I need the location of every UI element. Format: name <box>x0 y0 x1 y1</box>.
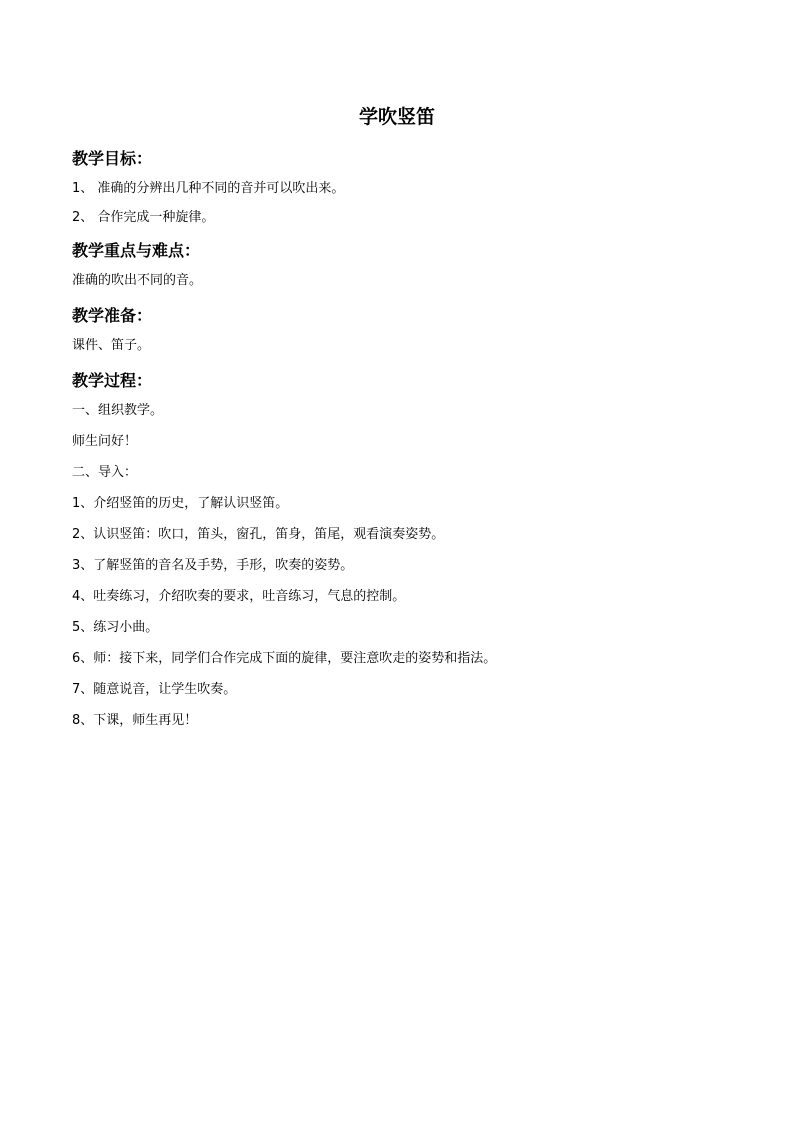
process-item: 8、下课，师生再见！ <box>72 713 198 728</box>
objective-item: 1、 准确的分辨出几种不同的音并可以吹出来。 <box>72 181 345 196</box>
key-points-text: 准确的吹出不同的音。 <box>72 273 203 288</box>
process-item: 3、了解竖笛的音名及手势，手形，吹奏的姿势。 <box>72 558 354 573</box>
process-item: 师生问好！ <box>72 434 138 449</box>
preparation-text: 课件、笛子。 <box>72 338 151 353</box>
section-heading-objectives: 教学目标： <box>72 149 153 168</box>
document-body <box>72 148 722 743</box>
process-item: 2、认识竖笛：吹口，笛头，窗孔，笛身，笛尾，观看演奏姿势。 <box>72 527 445 542</box>
process-item: 6、师：接下来，同学们合作完成下面的旋律，要注意吹走的姿势和指法。 <box>72 651 497 666</box>
section-heading-key-points: 教学重点与难点： <box>72 241 201 260</box>
process-item: 二、导入： <box>72 465 138 480</box>
process-item: 一、组织教学。 <box>72 403 164 418</box>
process-item: 5、练习小曲。 <box>72 620 159 635</box>
process-item: 1、介绍竖笛的历史，了解认识竖笛。 <box>72 496 289 511</box>
objective-item: 2、 合作完成一种旋律。 <box>72 210 215 225</box>
section-heading-preparation: 教学准备： <box>72 306 153 325</box>
process-item: 4、吐奏练习，介绍吹奏的要求，吐音练习，气息的控制。 <box>72 589 406 604</box>
document-title: 学吹竖笛 <box>358 106 435 128</box>
section-heading-process: 教学过程： <box>72 371 153 390</box>
process-item: 7、随意说音，让学生吹奏。 <box>72 682 237 697</box>
